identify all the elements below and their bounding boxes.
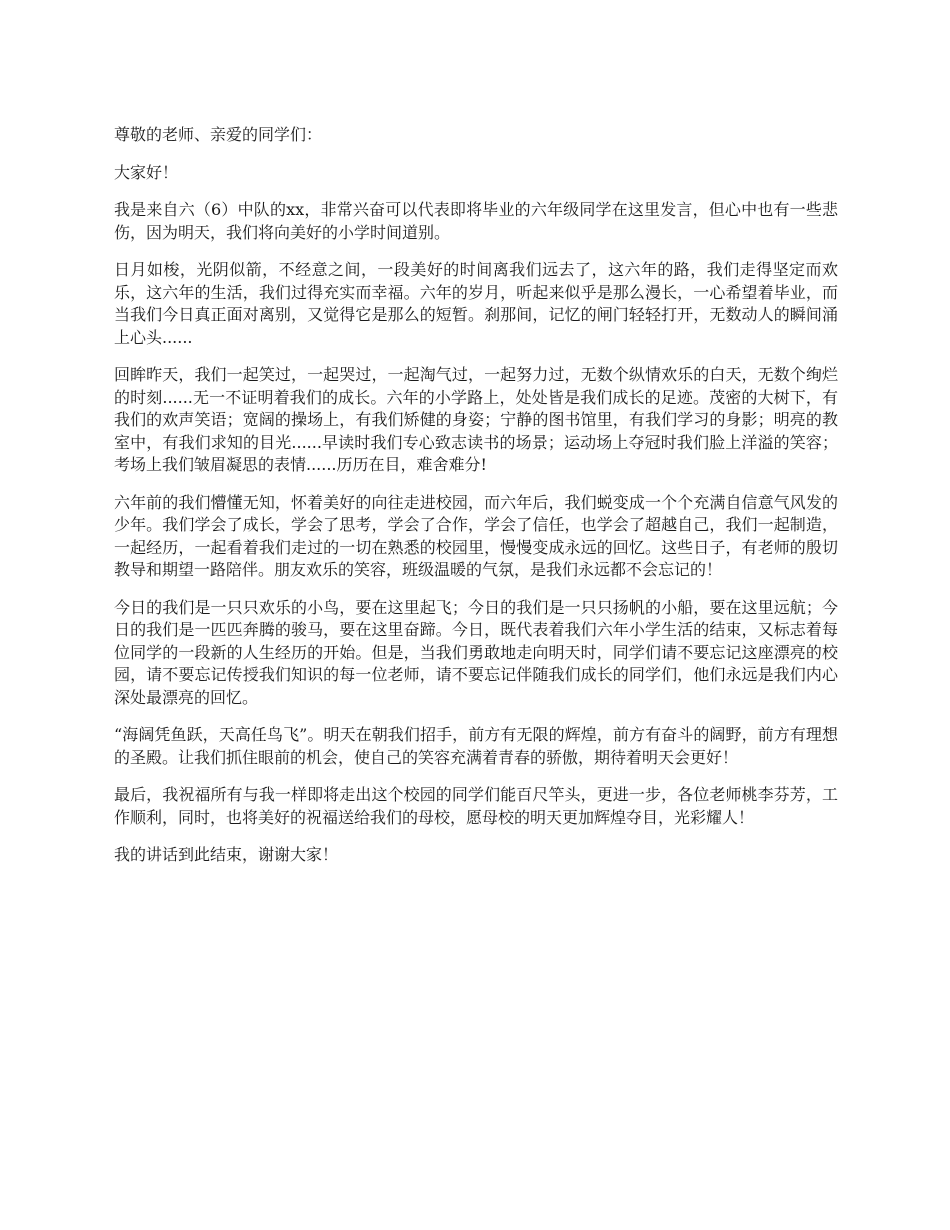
paragraph-looking-back: 回眸昨天，我们一起笑过，一起哭过，一起淘气过，一起努力过，无数个纵情欢乐的白天，无数个绚烂的时刻......无一不证明着我们的成长。六年的小学路上，处处皆是我们成长的足迹。茂密的大树下，有我们的欢声笑语；宽阔的操场上，有我们矫健的身姿；宁静的图书馆里，有我们学习的身影；明亮的教室中，有我们求知的目光......早读时我们专心致志读书的场景；运动场上夺冠时我们脸上洋溢的笑容；考场上我们皱眉凝思的表情......历历在目，难舍难分! (114, 365, 838, 474)
salutation: 尊敬的老师、亲爱的同学们： (114, 125, 323, 144)
paragraph-today: 今日的我们是一只只欢乐的小鸟，要在这里起飞；今日的我们是一只只扬帆的小船，要在这里远航；今日的我们是一匹匹奔腾的骏马，要在这里奋蹄。今日，既代表着我们六年小学生活的结束，又标志着每位同学的一段新的人生经历的开始。但是，当我们勇敢地走向明天时，同学们请不要忘记这座漂亮的校园，请不要忘记传授我们知识的每一位老师，请不要忘记伴随我们成长的同学们，他们永远是我们内心深处最漂亮的回忆。 (114, 597, 838, 707)
paragraph-growth: 六年前的我们懵懂无知，怀着美好的向往走进校园，而六年后，我们蜕变成一个个充满自信意气风发的少年。我们学会了成长，学会了思考，学会了合作，学会了信任，也学会了超越自己，我们一起制造，一起经历，一起看着我们走过的一切在熟悉的校园里，慢慢变成永远的回忆。这些日子，有老师的殷切教导和期望一路陪伴。朋友欢乐的笑容，班级温暖的气氛，是我们永远都不会忘记的！ (114, 492, 838, 579)
greeting: 大家好！ (114, 162, 179, 182)
paragraph-time-flies: 日月如梭，光阴似箭，不经意之间，一段美好的时间离我们远去了，这六年的路，我们走得坚定而欢乐，这六年的生活，我们过得充实而幸福。六年的岁月，听起来似乎是那么漫长，一心希望着毕业，而当我们今日真正面对离别，又觉得它是那么的短暂。刹那间，记忆的闸门轻轻打开，无数动人的瞬间涌上心头...... (114, 260, 838, 347)
closing: 我的讲话到此结束，谢谢大家！ (114, 845, 339, 864)
paragraph-wishes: 最后，我祝福所有与我一样即将走出这个校园的同学们能百尺竿头，更进一步，各位老师桃李芬芳，工作顺利，同时，也将美好的祝福送给我们的母校，愿母校的明天更加辉煌夺目，光彩耀人！ (114, 785, 838, 827)
paragraph-future: “海阔凭鱼跃，天高任鸟飞”。明天在朝我们招手，前方有无限的辉煌，前方有奋斗的阔野，前方有理想的圣殿。让我们抓住眼前的机会，使自己的笑容充满着青春的骄傲，期待着明天会更好！ (114, 725, 838, 767)
paragraph-intro: 我是来自六（6）中队的xx，非常兴奋可以代表即将毕业的六年级同学在这里发言，但心中也有一些悲伤，因为明天，我们将向美好的小学时间道别。 (114, 200, 838, 242)
speech-body (114, 124, 838, 882)
